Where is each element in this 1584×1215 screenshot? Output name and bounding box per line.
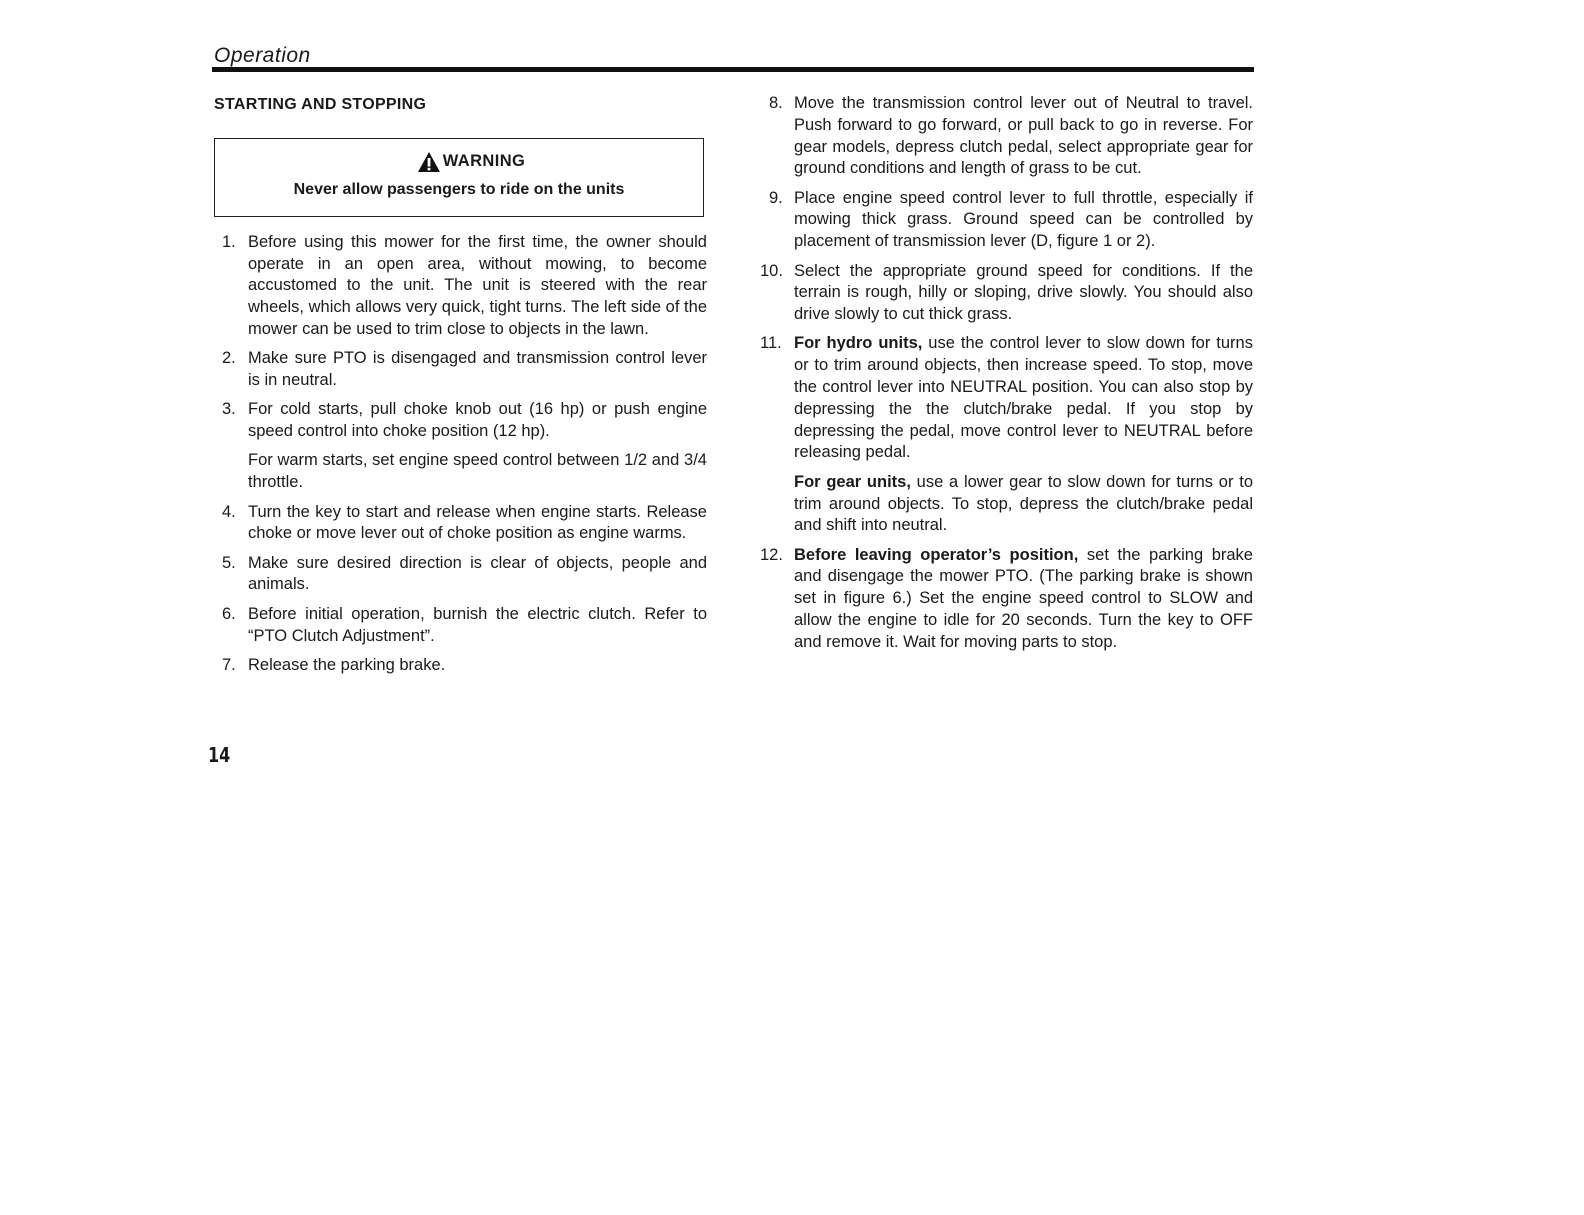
warning-triangle-icon — [417, 151, 441, 173]
steps-list-left — [214, 232, 707, 677]
step-text: Before using this mower for the first time, the owner should operate in an open area, without mowing, to become accustomed to the unit. The unit is steered with the rear wheels, which allows very quick, tight turns. The left side of the mower can be used to trim close to objects in the lawn. — [248, 232, 707, 338]
step-number: 12. — [760, 545, 783, 564]
list-item-step-12 — [760, 545, 1253, 654]
step-text: Turn the key to start and release when engine starts. Release choke or move lever out of choke position as engine warms. — [248, 502, 707, 543]
step-number: 2. — [222, 349, 236, 368]
header-rule — [212, 67, 1254, 72]
list-item-step-1 — [214, 232, 707, 341]
list-item-step-4 — [214, 502, 707, 546]
list-item-step-2 — [214, 348, 707, 392]
step-subparagraph: For warm starts, set engine speed control between 1/2 and 3/4 throttle. — [248, 451, 707, 492]
list-item-step-3 — [214, 399, 707, 494]
warning-text: Never allow passengers to ride on the units — [293, 180, 625, 198]
list-item-step-7 — [214, 655, 707, 677]
step-text: Make sure PTO is disengaged and transmission control lever is in neutral. — [248, 349, 707, 390]
step-text: Release the parking brake. — [248, 655, 446, 674]
step-text: Select the appropriate ground speed for conditions. If the terrain is rough, hilly or sloping, drive slowly. You should also drive slowly to cut thick grass. — [794, 261, 1253, 324]
subparagraph-lead: For gear units, — [794, 472, 911, 491]
left-column — [214, 94, 707, 684]
step-text: Place engine speed control lever to full throttle, especially if mowing thick grass. Ground speed can be controlled by placement of transmission lever (D, figure 1 or 2). — [794, 188, 1253, 251]
step-number: 8. — [769, 94, 783, 112]
list-item-step-10 — [760, 261, 1253, 326]
step-number: 7. — [222, 655, 236, 674]
right-column — [760, 93, 1253, 661]
warning-heading — [239, 151, 703, 173]
list-item-step-6 — [214, 604, 707, 648]
step-number: 5. — [222, 553, 236, 572]
step-text: set the parking brake and disengage the mower PTO. (The parking brake is shown set in figure 6.) Set the engine speed control to SLOW and allow the engine to idle for 20 seconds. Turn the key to OFF and remove it. Wait for moving parts to stop. — [794, 545, 1253, 651]
page-number: 14 — [208, 743, 231, 767]
subparagraph-text: use a lower gear to slow down for turns or to trim around objects. To stop, depress the clutch/brake pedal and shift into neutral. — [794, 472, 1253, 535]
step-text: Before initial operation, burnish the electric clutch. Refer to “PTO Clutch Adjustment”. — [248, 604, 707, 645]
step-number: 6. — [222, 604, 236, 623]
step-text: Make sure desired direction is clear of objects, people and animals. — [248, 553, 707, 594]
step-number: 1. — [222, 232, 236, 251]
list-item-step-11 — [760, 333, 1253, 537]
steps-list-right — [760, 93, 1253, 654]
list-item-step-5 — [214, 553, 707, 597]
step-number: 3. — [222, 400, 236, 419]
step-text: Move the transmission control lever out of Neutral to travel. Push forward to go forward, or pull back to go in reverse. For gear models, depress clutch pedal, select appropriate gear for ground conditions and length of grass to be cut. — [794, 94, 1253, 178]
warning-box — [214, 138, 704, 217]
list-item-step-8 — [760, 93, 1253, 180]
step-lead: Before leaving operator’s position, — [794, 545, 1079, 564]
section-title: STARTING AND STOPPING — [214, 96, 427, 113]
step-text: use the control lever to slow down for turns or to trim around objects, then increase speed. To stop, move the control lever into NEUTRAL position. You can also stop by depressing the the clutch/brake pedal. If you stop by depressing the pedal, move control lever to NEUTRAL before releasing pedal. — [794, 334, 1253, 462]
list-item-step-9 — [760, 188, 1253, 253]
step-text: For cold starts, pull choke knob out (16 hp) or push engine speed control into choke position (12 hp). — [248, 400, 707, 441]
step-lead: For hydro units, — [794, 334, 923, 353]
step-number: 11. — [760, 334, 782, 353]
warning-label: WARNING — [442, 151, 526, 170]
step-subparagraph — [794, 472, 1253, 537]
step-number: 10. — [760, 261, 783, 280]
step-number: 9. — [769, 188, 783, 207]
step-number: 4. — [222, 502, 236, 521]
section-header: Operation — [214, 44, 311, 67]
